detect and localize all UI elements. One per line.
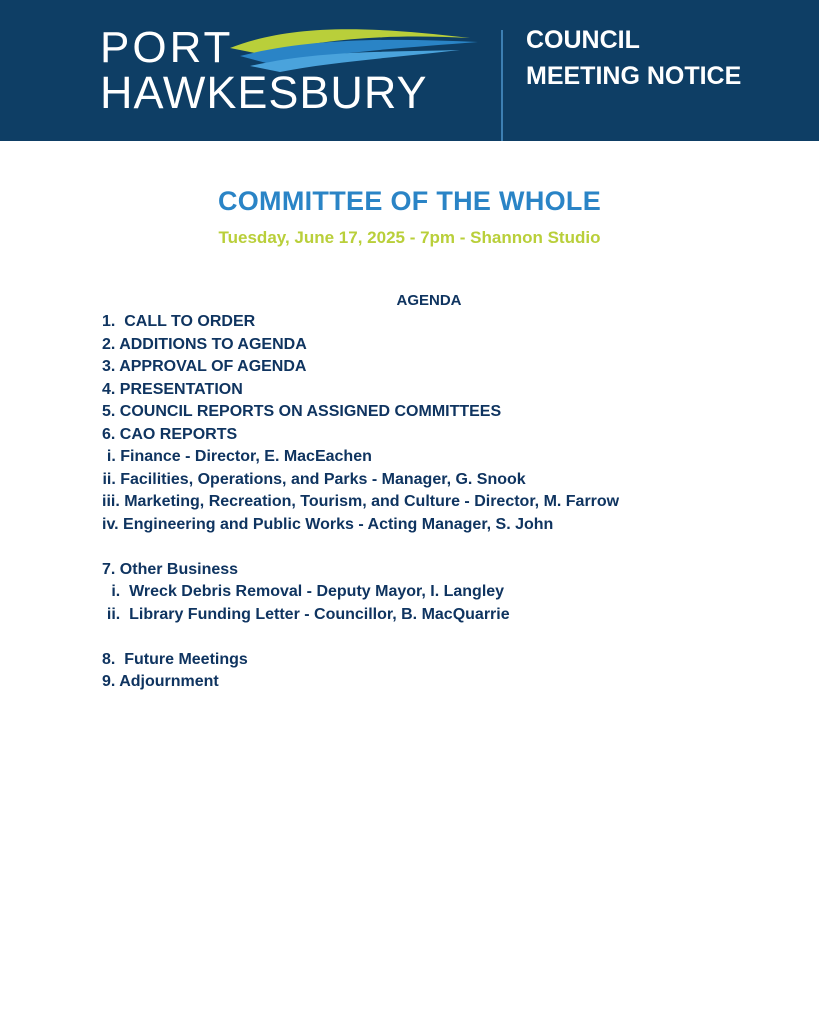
meeting-title: COMMITTEE OF THE WHOLE <box>217 186 602 216</box>
agenda-subitem-marketing: iii. Marketing, Recreation, Tourism, and Culture - Director, M. Farrow <box>102 493 620 510</box>
meeting-subtitle: Tuesday, June 17, 2025 - 7pm - Shannon Studio <box>218 228 601 247</box>
logo-port-text: PORT <box>100 23 234 72</box>
agenda-item-adjournment: 9. Adjournment <box>102 673 219 690</box>
agenda-subitem-finance: i. Finance - Director, E. MacEachen <box>98 448 372 465</box>
header-banner <box>0 0 819 141</box>
agenda-subitem-engineering: iv. Engineering and Public Works - Acting Manager, S. John <box>102 516 554 533</box>
agenda-item-council-reports: 5. COUNCIL REPORTS ON ASSIGNED COMMITTEES <box>102 403 502 420</box>
agenda-item-call-to-order: 1. CALL TO ORDER <box>102 313 256 330</box>
agenda-subitem-wreck-debris: i. Wreck Debris Removal - Deputy Mayor, I. Langley <box>98 583 505 600</box>
agenda-item-other-business: 7. Other Business <box>102 561 239 578</box>
agenda-subitem-facilities: ii. Facilities, Operations, and Parks - Manager, G. Snook <box>98 471 526 488</box>
logo-hawkesbury-text: HAWKESBURY <box>100 67 428 118</box>
notice-line-1: COUNCIL <box>526 26 640 54</box>
agenda-item-cao-reports: 6. CAO REPORTS <box>102 426 238 443</box>
agenda-item-additions: 2. ADDITIONS TO AGENDA <box>102 336 307 353</box>
agenda-item-approval: 3. APPROVAL OF AGENDA <box>102 358 307 375</box>
agenda-item-future-meetings: 8. Future Meetings <box>102 651 248 668</box>
agenda-item-presentation: 4. PRESENTATION <box>102 381 243 398</box>
notice-line-2: MEETING NOTICE <box>526 62 742 90</box>
agenda-heading: AGENDA <box>396 292 462 309</box>
notice-label <box>526 22 741 94</box>
port-hawkesbury-logo <box>100 20 480 120</box>
header-divider <box>501 30 503 141</box>
agenda-subitem-library-funding: ii. Library Funding Letter - Councillor, B. MacQuarrie <box>98 606 510 623</box>
